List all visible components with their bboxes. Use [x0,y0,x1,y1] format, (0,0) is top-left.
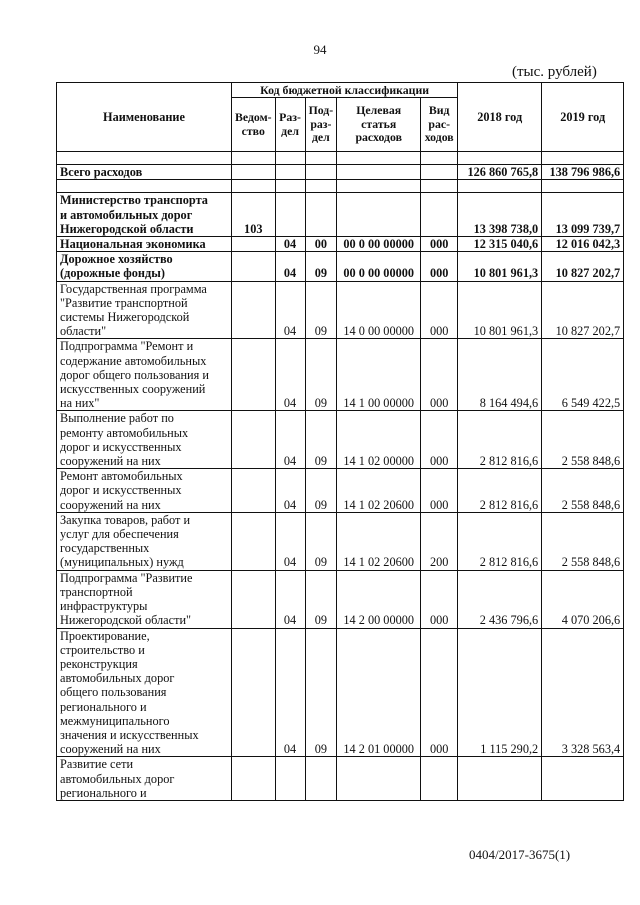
table-row [57,570,624,628]
header-2019: 2019 год [542,83,624,152]
units-label: (тыс. рублей) [512,64,597,80]
empty-cell [57,180,232,193]
cell-podrazdel [305,757,337,801]
cell-ved [232,281,276,339]
cell-name: Выполнение работ по ремонту автомобильных дорог и искусственных сооружений на них [57,411,232,469]
cell-name: Государственная программа "Развитие транспортной системы Нижегородской области" [57,281,232,339]
cell-ved [232,570,276,628]
cell-y2018: 8 164 494,6 [458,339,542,411]
cell-target [337,757,421,801]
cell-y2018: 12 315 040,6 [458,237,542,252]
cell-podrazdel: 09 [305,628,337,757]
cell-y2019: 2 558 848,6 [542,469,624,513]
empty-cell [275,152,305,165]
cell-y2018: 2 436 796,6 [458,570,542,628]
cell-ved [232,512,276,570]
header-razdel: Раз- дел [275,98,305,152]
cell-name: Проектирование, строительство и реконструкция автомобильных дорог общего пользования регионального и межмуниципального значения и искусственных сооружений на них [57,628,232,757]
empty-cell [458,180,542,193]
cell-y2018: 1 115 290,2 [458,628,542,757]
cell-ved: 103 [232,193,276,237]
cell-ved [232,411,276,469]
cell-name: Закупка товаров, работ и услуг для обеспечения государственных (муниципальных) нужд [57,512,232,570]
cell-vid [421,165,458,180]
cell-target: 14 1 02 20600 [337,469,421,513]
table-body [57,152,624,801]
empty-cell [305,180,337,193]
cell-name: Министерство транспорта и автомобильных дорог Нижегородской области [57,193,232,237]
cell-target: 14 1 00 00000 [337,339,421,411]
cell-vid: 000 [421,339,458,411]
cell-name: Подпрограмма "Развитие транспортной инфраструктуры Нижегородской области" [57,570,232,628]
cell-podrazdel: 09 [305,512,337,570]
cell-vid: 200 [421,512,458,570]
table-row [57,193,624,237]
spacer-row [57,180,624,193]
cell-vid: 000 [421,237,458,252]
cell-y2019: 138 796 986,6 [542,165,624,180]
cell-y2019: 2 558 848,6 [542,512,624,570]
page-number: 94 [313,42,327,57]
cell-target [337,193,421,237]
cell-y2019: 12 016 042,3 [542,237,624,252]
cell-name: Всего расходов [57,165,232,180]
cell-ved [232,469,276,513]
cell-y2019: 3 328 563,4 [542,628,624,757]
cell-razdel: 04 [275,281,305,339]
cell-y2018 [458,757,542,801]
cell-y2018: 2 812 816,6 [458,512,542,570]
cell-vid: 000 [421,252,458,281]
cell-name: Подпрограмма "Ремонт и содержание автомобильных дорог общего пользования и искусственных сооружений на них" [57,339,232,411]
header-target-article: Целевая статья расходов [337,98,421,152]
empty-cell [57,152,232,165]
cell-razdel: 04 [275,237,305,252]
table-row [57,339,624,411]
cell-y2018: 126 860 765,8 [458,165,542,180]
cell-razdel: 04 [275,252,305,281]
cell-target: 14 2 01 00000 [337,628,421,757]
empty-cell [421,152,458,165]
table-row [57,512,624,570]
cell-ved [232,252,276,281]
cell-target [337,165,421,180]
cell-target: 00 0 00 00000 [337,252,421,281]
cell-y2018: 10 801 961,3 [458,281,542,339]
header-podrazdel: Под- раз- дел [305,98,337,152]
cell-y2019: 10 827 202,7 [542,252,624,281]
cell-y2019: 4 070 206,6 [542,570,624,628]
header-expense-type: Вид рас- ходов [421,98,458,152]
empty-cell [542,180,624,193]
cell-y2019: 10 827 202,7 [542,281,624,339]
cell-razdel: 04 [275,469,305,513]
cell-ved [232,628,276,757]
header-2018: 2018 год [458,83,542,152]
cell-name: Ремонт автомобильных дорог и искусственных сооружений на них [57,469,232,513]
empty-cell [421,180,458,193]
cell-razdel [275,193,305,237]
cell-y2019: 13 099 739,7 [542,193,624,237]
cell-y2019: 6 549 422,5 [542,339,624,411]
empty-cell [337,180,421,193]
cell-podrazdel: 09 [305,469,337,513]
header-name: Наименование [57,83,232,152]
table-row [57,165,624,180]
cell-target: 00 0 00 00000 [337,237,421,252]
cell-vid: 000 [421,411,458,469]
header-budget-code: Код бюджетной классификации [232,83,458,98]
spacer-row [57,152,624,165]
cell-vid: 000 [421,628,458,757]
cell-y2018: 10 801 961,3 [458,252,542,281]
table-row [57,757,624,801]
cell-razdel [275,757,305,801]
cell-vid: 000 [421,570,458,628]
cell-y2018: 13 398 738,0 [458,193,542,237]
cell-podrazdel: 09 [305,411,337,469]
header-vedomstvo: Ведом- ство [232,98,276,152]
cell-name: Развитие сети автомобильных дорог регионального и [57,757,232,801]
empty-cell [275,180,305,193]
table-row [57,237,624,252]
cell-name: Дорожное хозяйство (дорожные фонды) [57,252,232,281]
cell-razdel [275,165,305,180]
table-row [57,469,624,513]
cell-razdel: 04 [275,512,305,570]
cell-razdel: 04 [275,570,305,628]
cell-ved [232,757,276,801]
cell-target: 14 1 02 20600 [337,512,421,570]
budget-table [56,82,624,801]
empty-cell [542,152,624,165]
cell-razdel: 04 [275,411,305,469]
table-row [57,411,624,469]
cell-vid: 000 [421,281,458,339]
cell-ved [232,339,276,411]
cell-podrazdel [305,193,337,237]
cell-ved [232,165,276,180]
cell-target: 14 0 00 00000 [337,281,421,339]
cell-target: 14 1 02 00000 [337,411,421,469]
cell-podrazdel: 09 [305,570,337,628]
cell-podrazdel: 09 [305,252,337,281]
empty-cell [305,152,337,165]
cell-podrazdel: 00 [305,237,337,252]
cell-y2018: 2 812 816,6 [458,411,542,469]
cell-y2019 [542,757,624,801]
document-code: 0404/2017-3675(1) [469,847,571,862]
cell-vid [421,193,458,237]
cell-y2019: 2 558 848,6 [542,411,624,469]
empty-cell [232,152,276,165]
cell-vid: 000 [421,469,458,513]
empty-cell [337,152,421,165]
empty-cell [232,180,276,193]
cell-podrazdel: 09 [305,339,337,411]
cell-name: Национальная экономика [57,237,232,252]
table-row [57,281,624,339]
cell-target: 14 2 00 00000 [337,570,421,628]
cell-razdel: 04 [275,628,305,757]
empty-cell [458,152,542,165]
table-row [57,252,624,281]
cell-razdel: 04 [275,339,305,411]
cell-podrazdel: 09 [305,281,337,339]
table-row [57,628,624,757]
cell-podrazdel [305,165,337,180]
cell-vid [421,757,458,801]
cell-y2018: 2 812 816,6 [458,469,542,513]
cell-ved [232,237,276,252]
